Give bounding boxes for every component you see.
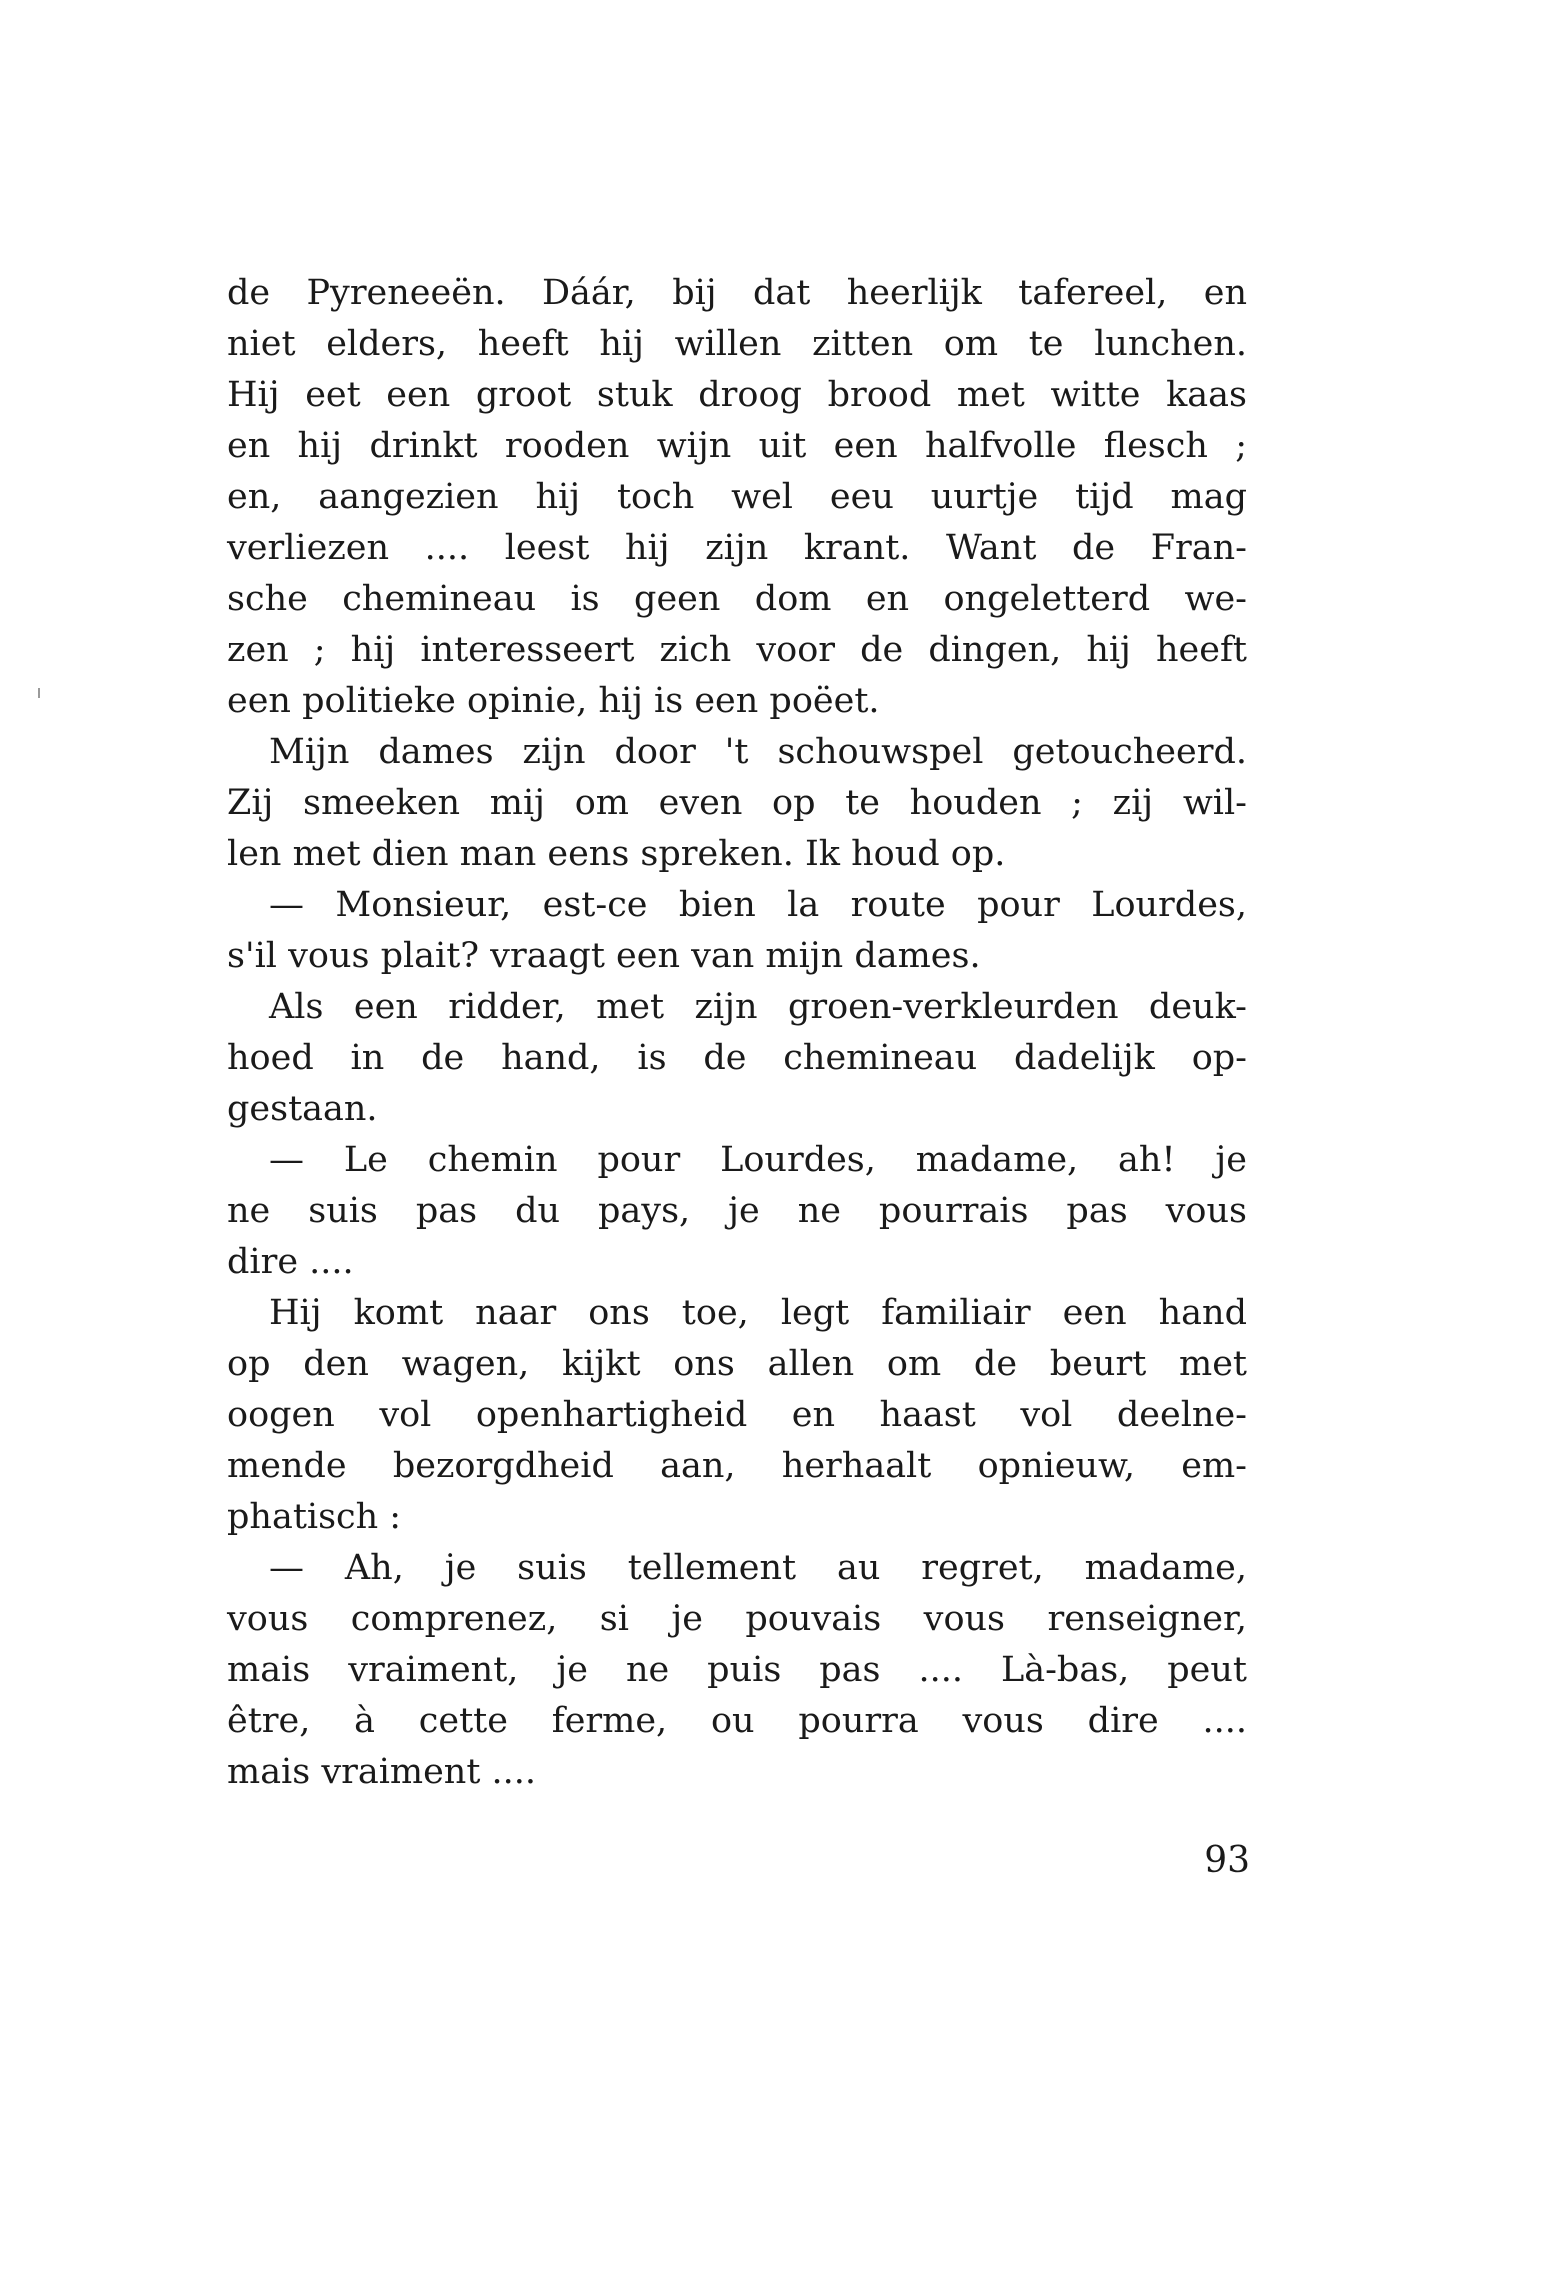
text-line: être, à cette ferme, ou pourra vous dire ....: [227, 1701, 1247, 1741]
text-line: Mijn dames zijn door 't schouwspel getoucheerd.: [269, 732, 1247, 772]
text-line: len met dien man eens spreken. Ik houd op.: [227, 834, 1006, 874]
text-line: Als een ridder, met zijn groen-verkleurden deuk-: [269, 987, 1247, 1027]
text-line: mais vraiment ....: [227, 1752, 537, 1792]
margin-speck: [38, 688, 40, 698]
text-line: Zij smeeken mij om even op te houden ; zij wil-: [227, 783, 1247, 823]
text-line: dire ....: [227, 1242, 354, 1282]
text-line: Hij komt naar ons toe, legt familiair een hand: [269, 1293, 1247, 1333]
text-line: oogen vol openhartigheid en haast vol deelne-: [227, 1395, 1247, 1435]
page-number: 93: [1204, 1840, 1250, 1881]
text-line: gestaan.: [227, 1089, 378, 1129]
text-line: verliezen .... leest hij zijn krant. Want de Fran-: [227, 528, 1247, 568]
text-line: op den wagen, kijkt ons allen om de beurt met: [227, 1344, 1247, 1384]
text-line: niet elders, heeft hij willen zitten om te lunchen.: [227, 324, 1247, 364]
text-line: s'il vous plait? vraagt een van mijn dames.: [227, 936, 981, 976]
text-line: mais vraiment, je ne puis pas .... Là-bas, peut: [227, 1650, 1247, 1690]
text-line: en, aangezien hij toch wel eeu uurtje tijd mag: [227, 477, 1247, 517]
text-line: mende bezorgdheid aan, herhaalt opnieuw, em-: [227, 1446, 1247, 1486]
text-line: — Le chemin pour Lourdes, madame, ah! je: [269, 1140, 1247, 1180]
text-line: — Monsieur, est-ce bien la route pour Lourdes,: [269, 885, 1247, 925]
text-line: sche chemineau is geen dom en ongeletterd we-: [227, 579, 1247, 619]
text-line: de Pyreneeën. Dáár, bij dat heerlijk tafereel, en: [227, 273, 1247, 313]
text-line: Hij eet een groot stuk droog brood met witte kaas: [227, 375, 1247, 415]
text-line: ne suis pas du pays, je ne pourrais pas vous: [227, 1191, 1247, 1231]
text-line: zen ; hij interesseert zich voor de dingen, hij heeft: [227, 630, 1247, 670]
body-text: [227, 268, 1247, 1798]
text-line: — Ah, je suis tellement au regret, madame,: [269, 1548, 1247, 1588]
text-line: en hij drinkt rooden wijn uit een halfvolle flesch ;: [227, 426, 1247, 466]
text-line: phatisch :: [227, 1497, 402, 1537]
text-line: vous comprenez, si je pouvais vous renseigner,: [227, 1599, 1247, 1639]
text-line: hoed in de hand, is de chemineau dadelijk op-: [227, 1038, 1247, 1078]
text-line: een politieke opinie, hij is een poëet.: [227, 681, 880, 721]
